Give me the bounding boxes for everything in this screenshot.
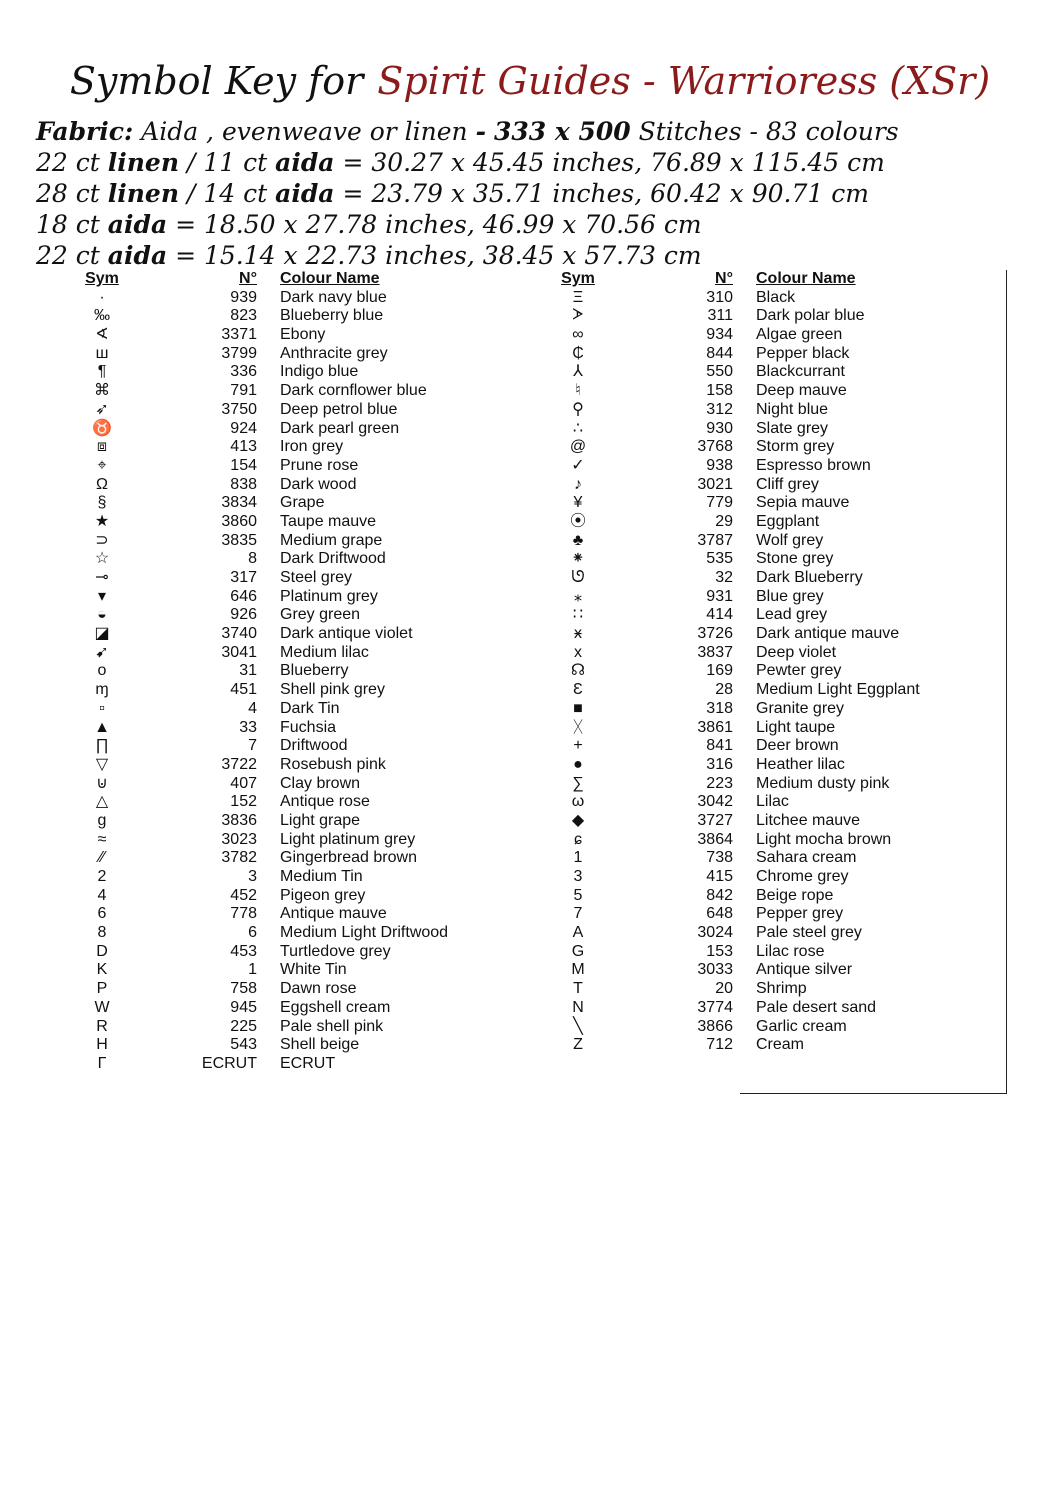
symbol-cell: + (573, 737, 583, 755)
symbol-cell: Ω (96, 475, 108, 493)
dimensions: = 15.14 x 22.73 inches, 38.45 x 57.73 cm (175, 241, 702, 270)
number-cell: 945 (230, 998, 257, 1016)
colour-name-cell: Espresso brown (756, 456, 871, 474)
symbol-cell: ⊸ (95, 569, 109, 586)
symbol-cell: △ (95, 793, 109, 811)
number-cell: 3740 (221, 625, 257, 643)
symbol-cell: ⦿ (569, 512, 586, 530)
symbol-cell: K (96, 961, 108, 979)
colour-name-cell: Dark Driftwood (280, 550, 386, 568)
symbol-cell: ▫ (99, 699, 105, 717)
colour-name-cell: Pepper grey (756, 905, 844, 923)
symbol-cell: · (99, 288, 105, 306)
symbol-cell: ɱ (95, 681, 109, 699)
colour-name-cell: Eggplant (756, 512, 820, 530)
colour-name-cell: Grape (280, 494, 325, 512)
colour-name-cell: Light taupe (756, 718, 836, 736)
symbol-cell: ✓ (571, 456, 585, 474)
symbol-cell: ➶ (95, 400, 109, 418)
number-header: N° (715, 270, 733, 287)
symbol-cell: ◆ (571, 811, 585, 829)
colour-name-cell: Sepia mauve (756, 494, 850, 512)
number-cell: 451 (230, 681, 257, 699)
symbol-cell: Ξ (572, 288, 584, 306)
colour-name-cell: Cream (756, 1036, 805, 1054)
number-cell: 3834 (221, 494, 257, 512)
colour-name-cell: Black (756, 288, 796, 306)
colour-name-header: Colour Name (756, 270, 856, 287)
colour-name-cell: Deep violet (756, 643, 837, 661)
size-line (36, 240, 1036, 271)
colour-name-cell: Chrome grey (756, 868, 849, 885)
colour-name-cell: Steel grey (280, 569, 353, 586)
count-separator: / 11 ct (186, 148, 268, 177)
colour-name-cell: Sahara cream (756, 849, 857, 867)
symbol-cell: ɕ (574, 830, 582, 848)
symbol-cell: 5 (573, 886, 583, 904)
number-cell: 648 (706, 905, 733, 923)
colour-name-cell: Dark navy blue (280, 288, 387, 306)
dimensions: = 18.50 x 27.78 inches, 46.99 x 70.56 cm (175, 210, 702, 239)
symbol-cell: ᚷ (573, 718, 583, 736)
colour-name-cell: Prune rose (280, 456, 359, 474)
symbol-cell: ◪ (94, 625, 110, 643)
colour-name-cell: Litchee mauve (756, 811, 861, 829)
colour-name-cell: Slate grey (756, 419, 829, 437)
number-header: N° (239, 270, 257, 287)
symbol-cell: ш (95, 344, 109, 362)
symbol-cell: ● (573, 755, 583, 773)
symbol-cell: ⅄ (573, 363, 583, 381)
symbol-cell: ▲ (94, 718, 110, 736)
number-cell: 939 (230, 288, 257, 306)
number-cell: 646 (230, 587, 257, 605)
fabric-name: aida (107, 210, 168, 239)
number-cell: 3023 (221, 830, 257, 848)
number-cell: 152 (230, 793, 257, 811)
symbol-cell: Γ (97, 1054, 107, 1072)
symbol-cell: T (573, 980, 583, 998)
symbol-cell: ♉ (92, 419, 112, 437)
number-cell: 453 (230, 942, 257, 960)
number-cell: 738 (706, 849, 733, 867)
fabric-name: aida (107, 241, 168, 270)
fabric-name: linen (107, 148, 180, 177)
number-cell: 3835 (221, 531, 257, 549)
colour-name-cell: Wolf grey (756, 531, 824, 549)
colour-name-cell: Medium grape (280, 531, 383, 549)
number-cell: 29 (715, 512, 733, 530)
colour-name-cell: Antique silver (756, 961, 853, 979)
number-cell: 3837 (697, 643, 733, 661)
colour-name-cell: Dark Blueberry (756, 569, 863, 586)
symbol-cell: ∏ (95, 737, 109, 755)
symbol-cell: g (97, 811, 107, 829)
symbol-cell: ☆ (94, 550, 110, 568)
count-label: 28 ct (36, 179, 100, 208)
number-cell: 225 (230, 1017, 257, 1035)
colour-name-cell: Medium Light Eggplant (756, 681, 920, 699)
number-cell: 317 (230, 569, 257, 586)
count-label: 22 ct (36, 148, 100, 177)
number-cell: 32 (715, 569, 733, 586)
number-cell: 31 (239, 662, 257, 680)
symbol-cell: ω (571, 793, 585, 811)
colour-name-cell: Deer brown (756, 737, 839, 755)
colour-name-cell: ECRUT (280, 1054, 336, 1072)
number-cell: 153 (706, 942, 733, 960)
colour-name-cell: Night blue (756, 400, 829, 418)
number-cell: 223 (706, 774, 733, 792)
number-cell: 7 (248, 737, 257, 755)
colour-name-cell: Light mocha brown (756, 830, 892, 848)
stitches-colours: Stitches - 83 colours (638, 117, 899, 146)
number-cell: 3799 (221, 344, 257, 362)
fabric-line (36, 116, 1036, 147)
colour-name-cell: Dark Tin (280, 699, 340, 717)
number-cell: 3041 (221, 643, 257, 661)
number-cell: 3860 (221, 512, 257, 530)
dimensions: = 23.79 x 35.71 inches, 60.42 x 90.71 cm (342, 179, 869, 208)
colour-name-cell: Deep petrol blue (280, 400, 398, 418)
sym-header: Sym (85, 270, 119, 287)
number-cell: 413 (230, 438, 257, 456)
number-cell: 841 (706, 737, 733, 755)
colour-name-cell: Lilac (756, 793, 789, 811)
number-cell: 535 (706, 550, 733, 568)
symbol-cell: ӿ (574, 625, 582, 643)
number-cell: 452 (230, 886, 257, 904)
symbol-cell: ᘎ (571, 569, 585, 586)
colour-name-cell: Blueberry (280, 662, 349, 680)
colour-name-cell: Ebony (280, 326, 326, 344)
number-cell: 3024 (697, 924, 733, 942)
fabric-name: linen (107, 179, 180, 208)
colour-name-cell: Dark wood (280, 475, 357, 493)
colour-name-cell: Turtledove grey (280, 942, 391, 960)
page-title (0, 58, 1060, 104)
colour-name-cell: Iron grey (280, 438, 344, 456)
symbol-cell: R (96, 1017, 108, 1035)
symbol-cell: W (94, 998, 110, 1016)
symbol-cell: A (572, 924, 584, 942)
colour-name-cell: Dark antique violet (280, 625, 413, 643)
number-cell: 3836 (221, 811, 257, 829)
number-cell: 3722 (221, 755, 257, 773)
colour-name-cell: Granite grey (756, 699, 845, 717)
number-cell: 842 (706, 886, 733, 904)
number-cell: 823 (230, 307, 257, 325)
number-cell: 28 (715, 681, 733, 699)
number-cell: 3021 (697, 475, 733, 493)
number-cell: 415 (706, 868, 733, 885)
number-cell: 407 (230, 774, 257, 792)
symbol-cell: ▽ (95, 755, 109, 773)
symbol-cell: x (574, 643, 582, 661)
colour-name-cell: Gingerbread brown (280, 849, 417, 867)
number-cell: 20 (715, 980, 733, 998)
number-cell: 6 (248, 924, 257, 942)
colour-name-cell: Driftwood (280, 737, 348, 755)
number-cell: 3371 (221, 326, 257, 344)
fabric-types: Aida , evenweave or linen (141, 117, 468, 146)
fabric-info (36, 116, 1036, 271)
colour-name-cell: Garlic cream (756, 1017, 847, 1035)
count-separator: / 14 ct (186, 179, 268, 208)
symbol-cell: ⧈ (96, 438, 108, 456)
table-border-bottom (740, 1093, 1007, 1094)
number-cell: 3750 (221, 400, 257, 418)
symbol-cell: 7 (573, 905, 583, 923)
fabric-label: Fabric: (36, 117, 134, 146)
symbol-cell: H (96, 1036, 108, 1054)
number-cell: 316 (706, 755, 733, 773)
colour-name-cell: Fuchsia (280, 718, 337, 736)
number-cell: 3727 (697, 811, 733, 829)
symbol-cell: ᗆ (572, 307, 584, 325)
number-cell: 758 (230, 980, 257, 998)
symbol-cell: 3 (573, 868, 583, 885)
colour-name-cell: Pale shell pink (280, 1017, 384, 1035)
symbol-cell: ★ (94, 512, 110, 530)
colour-name-cell: Deep mauve (756, 382, 847, 400)
colour-name-cell: Eggshell cream (280, 998, 391, 1016)
symbol-cell: ⊍ (96, 774, 108, 792)
symbol-cell: ⊃ (95, 531, 109, 549)
symbol-cell: ⁎ (574, 587, 582, 605)
title-prefix: Symbol Key for (69, 59, 364, 103)
colour-name-cell: Medium Tin (280, 868, 363, 885)
colour-name-cell: Shell beige (280, 1036, 360, 1054)
symbol-cell: ¶ (97, 363, 107, 381)
colour-name-cell: Medium dusty pink (756, 774, 890, 792)
number-cell: 318 (706, 699, 733, 717)
colour-name-cell: Medium Light Driftwood (280, 924, 449, 942)
symbol-cell: ♮ (575, 382, 581, 400)
table-border-right (1006, 270, 1007, 1094)
symbol-cell: ⁄⁄ (99, 849, 105, 867)
symbol-cell: ♪ (574, 475, 582, 493)
number-cell: 3787 (697, 531, 733, 549)
colour-name-cell: Pigeon grey (280, 886, 366, 904)
symbol-cell: ∞ (572, 326, 584, 344)
symbol-cell: N (572, 998, 584, 1016)
number-cell: 3864 (697, 830, 733, 848)
symbol-cell: 2 (97, 868, 107, 885)
colour-name-cell: Pepper black (756, 344, 850, 362)
number-cell: 924 (230, 419, 257, 437)
number-cell: 169 (706, 662, 733, 680)
number-cell: 550 (706, 363, 733, 381)
number-cell: 311 (707, 307, 733, 325)
symbol-cell: ♣ (572, 531, 584, 549)
number-cell: 158 (706, 382, 733, 400)
symbol-cell: 1 (573, 849, 583, 867)
number-cell: 154 (230, 456, 257, 474)
number-cell: 934 (706, 326, 733, 344)
fabric-name: aida (275, 148, 335, 177)
stitch-size: 333 x 500 (493, 117, 631, 146)
symbol-cell: 4 (97, 886, 107, 904)
colour-name-cell: Algae green (756, 326, 843, 344)
sym-header: Sym (561, 270, 595, 287)
symbol-cell: § (97, 494, 107, 512)
colour-name-cell: Shell pink grey (280, 681, 385, 699)
number-cell: 3782 (221, 849, 257, 867)
colour-name-cell: Anthracite grey (280, 344, 388, 362)
colour-name-cell: Lilac rose (756, 942, 825, 960)
colour-name-cell: Shrimp (756, 980, 807, 998)
symbol-cell: M (571, 961, 585, 979)
symbol-cell: o (97, 662, 107, 680)
colour-name-cell: Antique rose (280, 793, 370, 811)
colour-name-cell: Indigo blue (280, 363, 359, 381)
symbol-cell: ☊ (570, 662, 586, 680)
size-separator: - (475, 117, 486, 146)
number-cell: 414 (706, 606, 733, 624)
colour-name-cell: Light grape (280, 811, 361, 829)
colour-name-cell: Blueberry blue (280, 307, 384, 325)
colour-name-cell: Clay brown (280, 774, 361, 792)
symbol-cell: @ (569, 438, 587, 456)
size-line (36, 178, 1036, 209)
number-cell: ECRUT (201, 1054, 257, 1072)
colour-name-cell: Taupe mauve (280, 512, 377, 530)
symbol-cell: ◒ (97, 606, 107, 624)
number-cell: 33 (239, 718, 257, 736)
symbol-cell: ➹ (95, 643, 109, 661)
number-cell: 844 (706, 344, 733, 362)
number-cell: 3042 (697, 793, 733, 811)
pattern-name: Spirit Guides - Warrioress (XSr) (377, 59, 991, 103)
symbol-cell: ⌖ (97, 456, 107, 474)
colour-name-cell: Light platinum grey (280, 830, 416, 848)
colour-name-cell: Cliff grey (756, 475, 819, 493)
number-cell: 3861 (697, 718, 733, 736)
fabric-name: aida (275, 179, 335, 208)
symbol-cell: ⁕ (571, 550, 585, 568)
symbol-cell: ∑ (572, 774, 584, 792)
symbol-cell: ⚲ (572, 400, 584, 418)
colour-name-cell: Lead grey (756, 606, 828, 624)
colour-name-cell: Dark antique mauve (756, 625, 900, 643)
colour-name-cell: Heather lilac (756, 755, 845, 773)
colour-name-cell: Dark cornflower blue (280, 382, 427, 400)
colour-name-cell: Antique mauve (280, 905, 387, 923)
number-cell: 930 (706, 419, 733, 437)
colour-name-cell: Pewter grey (756, 662, 842, 680)
number-cell: 926 (230, 606, 257, 624)
count-label: 18 ct (36, 210, 100, 239)
number-cell: 931 (706, 587, 733, 605)
symbol-cell: ╲ (573, 1017, 583, 1035)
symbol-cell: ₵ (572, 344, 584, 362)
symbol-cell: 8 (97, 924, 107, 942)
number-cell: 3866 (697, 1017, 733, 1035)
number-cell: 778 (230, 905, 257, 923)
number-cell: 3768 (697, 438, 733, 456)
colour-name-cell: Beige rope (756, 886, 834, 904)
colour-name-cell: Storm grey (756, 438, 835, 456)
colour-name-cell: Grey green (280, 606, 361, 624)
number-cell: 3774 (697, 998, 733, 1016)
colour-name-cell: Dark polar blue (756, 307, 865, 325)
symbol-cell: ▾ (97, 587, 107, 605)
number-cell: 4 (248, 699, 257, 717)
symbol-cell: ≈ (97, 830, 107, 848)
number-cell: 8 (248, 550, 257, 568)
symbol-cell: ∢ (95, 326, 109, 344)
colour-name-cell: Rosebush pink (280, 755, 386, 773)
number-cell: 310 (706, 288, 733, 306)
symbol-cell: ⌘ (94, 382, 110, 400)
number-cell: 838 (230, 475, 257, 493)
number-cell: 3 (248, 868, 257, 885)
colour-name-cell: Pale steel grey (756, 924, 862, 942)
number-cell: 779 (706, 494, 733, 512)
colour-name-cell: Medium lilac (280, 643, 369, 661)
symbol-cell: D (96, 942, 108, 960)
number-cell: 3033 (697, 961, 733, 979)
number-cell: 712 (706, 1036, 733, 1054)
colour-name-cell: Dawn rose (280, 980, 357, 998)
symbol-cell: ■ (573, 699, 583, 717)
colour-name-cell: Pale desert sand (756, 998, 877, 1016)
count-label: 22 ct (36, 241, 100, 270)
number-cell: 1 (248, 961, 257, 979)
symbol-cell: 6 (97, 905, 107, 923)
colour-name-cell: Platinum grey (280, 587, 378, 605)
colour-name-cell: Stone grey (756, 550, 834, 568)
colour-name-cell: Blue grey (756, 587, 824, 605)
colour-name-cell: Blackcurrant (756, 363, 845, 381)
symbol-cell: Ɛ (573, 681, 583, 699)
colour-name-cell: White Tin (280, 961, 347, 979)
symbol-cell: G (571, 942, 585, 960)
size-line (36, 147, 1036, 178)
number-cell: 336 (230, 363, 257, 381)
number-cell: 312 (706, 400, 733, 418)
symbol-cell: ∴ (572, 419, 584, 437)
size-line (36, 209, 1036, 240)
symbol-cell: Z (573, 1036, 583, 1054)
symbol-cell: ‰ (94, 307, 110, 325)
number-cell: 543 (230, 1036, 257, 1054)
number-cell: 938 (706, 456, 733, 474)
number-cell: 791 (230, 382, 257, 400)
colour-name-cell: Dark pearl green (280, 419, 400, 437)
number-cell: 3726 (697, 625, 733, 643)
colour-name-header: Colour Name (280, 270, 380, 287)
symbol-cell: ∷ (572, 606, 584, 624)
symbol-cell: P (96, 980, 108, 998)
symbol-cell: ¥ (573, 494, 583, 512)
dimensions: = 30.27 x 45.45 inches, 76.89 x 115.45 cm (342, 148, 885, 177)
